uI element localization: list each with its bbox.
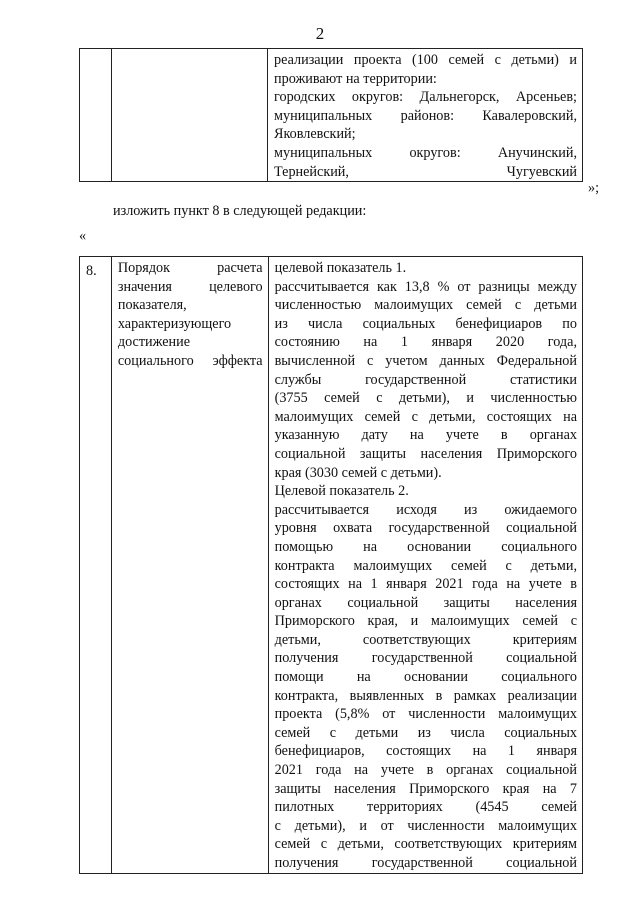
main-content-lines	[269, 257, 582, 873]
text-line: Тернейский, Чугуевский	[274, 163, 577, 180]
continued-table	[79, 48, 583, 182]
text-line: пилотных территориях (4545 семей	[274, 799, 577, 816]
text-line: получения государственной социальной	[274, 855, 577, 871]
text-line: малоимущих семей с детьми, состоящих на	[274, 408, 577, 425]
text-line: целевой показатель 1.	[274, 260, 407, 276]
text-line: муниципальных районов: Кавалеровский,	[274, 107, 577, 124]
text-line: уровня охвата государственной социальной	[274, 520, 577, 537]
text-line: состоянию на 1 января 2020 года,	[274, 334, 577, 351]
text-line: из числа социальных бенефициаров по	[274, 315, 577, 332]
table-cell-label	[111, 257, 268, 874]
text-line: достижение	[117, 334, 191, 351]
table-cell-number	[80, 49, 112, 182]
top-content-lines	[268, 49, 582, 181]
text-line: семей с детьми, соответствующих критериям	[274, 836, 577, 853]
text-line: бенефициаров, состоящих на 1 января	[274, 743, 577, 760]
text-line: с детьми), и от численности малоимущих	[274, 817, 577, 834]
text-line: Целевой показатель 2.	[274, 483, 409, 500]
text-line: вычисленной с учетом данных Федеральной	[274, 352, 577, 369]
text-line: края (3030 семей с детьми).	[274, 464, 442, 481]
text-line: помощи на основании социального	[274, 669, 577, 686]
text-line: социального эффекта	[117, 352, 263, 369]
text-line: защиты населения Приморского края на 7	[274, 780, 577, 797]
text-line: показателя,	[117, 297, 187, 314]
text-line: контракта, выявленных в рамках реализации	[274, 687, 577, 704]
table-cell-content	[268, 257, 582, 874]
text-line: муниципальных округов: Анучинский,	[274, 144, 577, 161]
text-line: Приморского края, и малоимущих семей с	[274, 613, 577, 630]
item-8-table	[79, 256, 583, 874]
text-line: городских округов: Дальнегорск, Арсеньев;	[274, 89, 577, 106]
opening-quote: «	[79, 228, 87, 244]
page-number: 2	[315, 24, 325, 43]
table-row	[80, 257, 583, 874]
text-line: характеризующего	[117, 315, 232, 332]
text-line: детьми, соответствующих критериям	[274, 631, 577, 648]
text-line: Порядок расчета	[117, 260, 263, 276]
text-line: семей с детьми из числа социальных	[274, 724, 577, 741]
instruction-paragraph: изложить пункт 8 в следующей редакции:	[113, 203, 367, 219]
text-line: рассчитывается как 13,8 % от разницы между	[274, 278, 577, 295]
text-line: социальной защиты населения Приморского	[274, 445, 577, 462]
table-row	[80, 49, 583, 182]
text-line: 2021 года на учете в органах социальной	[274, 762, 577, 779]
label-lines	[112, 257, 268, 371]
text-line: рассчитывается исходя из ожидаемого	[274, 501, 577, 518]
text-line: указанную дату на учете в органах	[274, 427, 577, 444]
table-cell-number	[80, 257, 112, 874]
text-line: помощью на основании социального	[274, 538, 577, 555]
text-line: получения государственной социальной	[274, 650, 577, 667]
text-line: проекта (5,8% от численности малоимущих	[274, 706, 577, 723]
text-line: реализации проекта (100 семей с детьми) и	[274, 52, 577, 68]
text-line: службы государственной статистики	[274, 371, 577, 388]
text-line: значения целевого	[117, 278, 263, 295]
table-cell-label	[111, 49, 267, 182]
item-number: 8.	[86, 263, 97, 279]
text-line: контракта малоимущих семей с детьми,	[274, 557, 577, 574]
closing-quote: »;	[588, 180, 600, 196]
text-line: численностью малоимущих семей с детьми	[274, 297, 577, 314]
text-line: проживают на территории:	[274, 70, 437, 87]
text-line: (3755 семей с детьми), и численностью	[274, 390, 577, 407]
text-line: Яковлевский;	[274, 126, 356, 143]
text-line: состоящих на 1 января 2021 года на учете в	[274, 576, 577, 593]
table-cell-content	[268, 49, 583, 182]
text-line: органах социальной защиты населения	[274, 594, 577, 611]
